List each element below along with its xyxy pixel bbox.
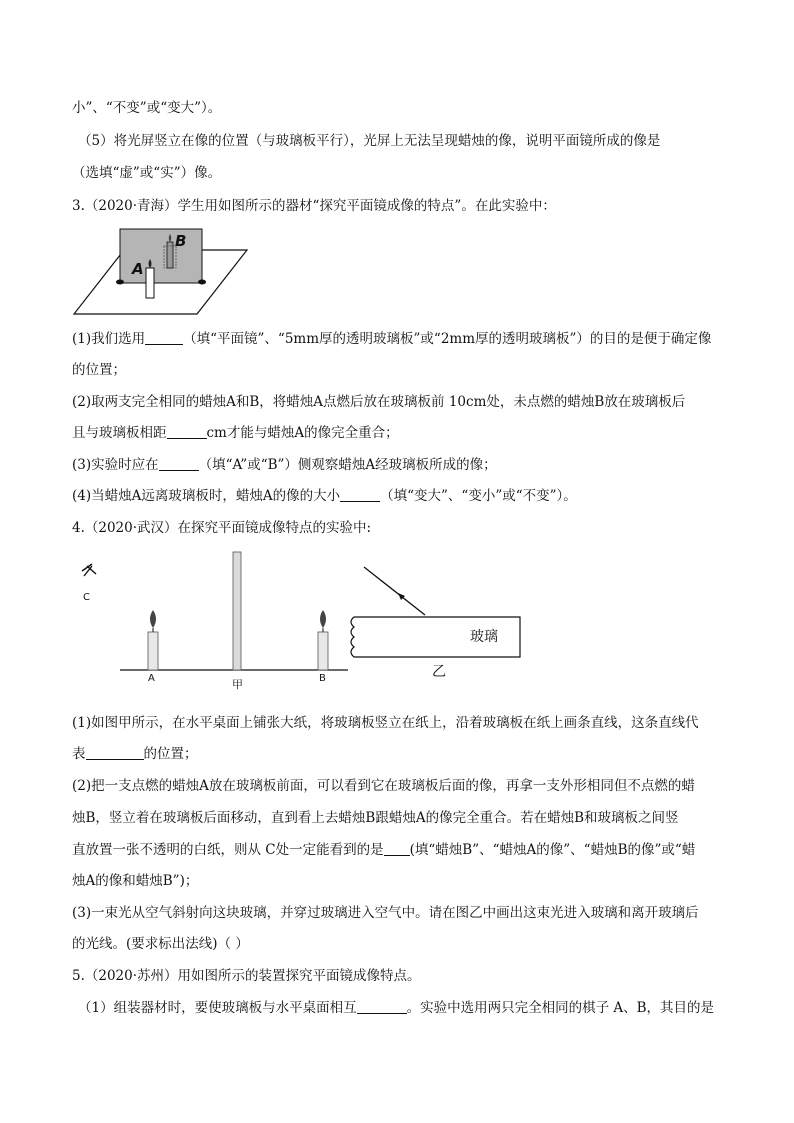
text-line bbox=[72, 423, 399, 443]
text-line: 小”、“不变”或“变大”）。 bbox=[72, 100, 222, 116]
text-line: (2)把一支点燃的蜡烛A放在玻璃板前面，可以看到它在玻璃板后面的像，再拿一支外形相同但不点燃的蜡 bbox=[72, 778, 695, 794]
text-line: 的光线。(要求标出法线)（ ） bbox=[72, 936, 249, 952]
text-segment: （选填“虚”或“实”）像。 bbox=[72, 165, 222, 181]
text-segment: (4)当蜡烛A远离玻璃板时，蜡烛A的像的大小 bbox=[72, 488, 341, 504]
text-line bbox=[72, 744, 198, 764]
label-a: A bbox=[148, 673, 155, 684]
text-line: (3)一束光从空气斜射向这块玻璃，并穿过玻璃进入空气中。请在图乙中画出这束光进入玻璃和离开玻璃后 bbox=[72, 905, 699, 921]
question-5-title: 5.（2020·苏州）用如图所示的装置探究平面镜成像特点。 bbox=[72, 968, 421, 984]
caption-yi: 乙 bbox=[432, 664, 446, 680]
text-segment: cm才能与蜡烛A的像完全重合； bbox=[206, 425, 399, 441]
label-a: A bbox=[132, 260, 144, 278]
text-line bbox=[78, 998, 714, 1018]
question-4-title: 4.（2020·武汉）在探究平面镜成像特点的实验中: bbox=[72, 520, 372, 536]
text-segment: 直放置一张不透明的白纸，则从 C处一定能看到的是 bbox=[72, 842, 384, 858]
text-line: 烛B，竖立着在玻璃板后面移动，直到看上去蜡烛B跟蜡烛A的像完全重合。若在蜡烛B和玻璃板之间竖 bbox=[72, 810, 679, 826]
caption-jia: 甲 bbox=[232, 678, 243, 691]
label-b: B bbox=[175, 232, 187, 250]
text-segment: (3)实验时应在 bbox=[72, 457, 159, 473]
text-line bbox=[72, 840, 695, 860]
text-segment: 表 bbox=[72, 746, 86, 762]
text-segment: 的位置； bbox=[143, 746, 198, 762]
text-segment: (填“蜡烛B”、“蜡烛A的像”、“蜡烛B的像”或“蜡 bbox=[409, 842, 696, 858]
text-line bbox=[72, 486, 577, 506]
text-line: （5）将光屏竖立在像的位置（与玻璃板平行），光屏上无法呈现蜡烛的像，说明平面镜所成的像是 bbox=[78, 133, 661, 149]
figure-q3-apparatus bbox=[72, 226, 252, 318]
text-segment: （填“平面镜”、“5mm厚的透明玻璃板”或“2mm厚的透明玻璃板”）的目的是便于确定像 bbox=[183, 331, 712, 347]
text-segment: （1）组装器材时，要使玻璃板与水平桌面相互 bbox=[78, 1000, 357, 1016]
text-line bbox=[72, 455, 497, 475]
text-segment: （填“变大”、“变小”或“不变”）。 bbox=[380, 488, 577, 504]
text-segment: 。实验中选用两只完全相同的棋子 A、B，其目的是 bbox=[406, 1000, 715, 1016]
text-line bbox=[72, 329, 711, 349]
figure-q4-jia bbox=[78, 548, 353, 691]
glass-label: 玻璃 bbox=[470, 629, 498, 645]
question-3-title: 3.（2020·青海）学生用如图所示的器材“探究平面镜成像的特点”。在此实验中： bbox=[72, 198, 556, 214]
text-line bbox=[72, 163, 221, 183]
label-b: B bbox=[319, 673, 326, 684]
eye-icon bbox=[82, 564, 96, 576]
text-line: 的位置； bbox=[72, 362, 126, 378]
text-segment: （填“A”或“B”）侧观察蜡烛A经玻璃板所成的像； bbox=[198, 457, 497, 473]
text-line: (1)如图甲所示，在水平桌面上铺张大纸，将玻璃板竖立在纸上，沿着玻璃板在纸上画条直线，这条直线代 bbox=[72, 715, 699, 731]
text-line: 烛A的像和蜡烛B”)； bbox=[72, 873, 199, 889]
text-segment: 且与玻璃板相距 bbox=[72, 425, 167, 441]
text-line: (2)取两支完全相同的蜡烛A和B，将蜡烛A点燃后放在玻璃板前 10cm处，未点燃的蜡烛B放在玻璃板后 bbox=[72, 394, 686, 410]
text-segment: (1)我们选用 bbox=[72, 331, 146, 347]
label-c: C bbox=[83, 592, 90, 603]
figure-q4-yi bbox=[350, 563, 530, 688]
